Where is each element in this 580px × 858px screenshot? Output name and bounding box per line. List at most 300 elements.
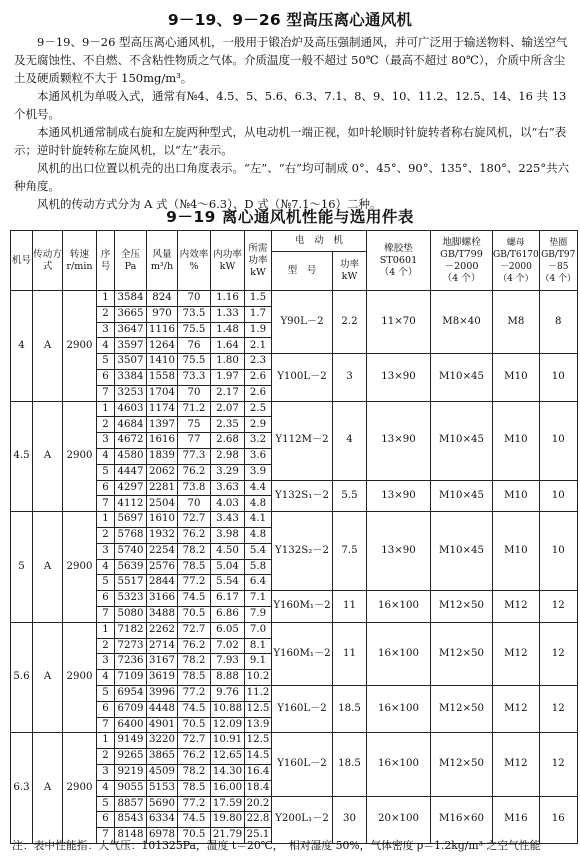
header-anchor-bolt-year: －2000: [444, 260, 479, 272]
header-pressure-unit: Pa: [124, 260, 137, 272]
washer-cell: 8: [539, 291, 577, 354]
flow-cell: 4509: [147, 764, 178, 780]
machine-no-cell: 5: [11, 512, 33, 623]
rubber-pad-cell: 16×100: [367, 622, 431, 685]
table-row: [11, 622, 578, 638]
pressure-cell: 3665: [115, 306, 147, 322]
nut-cell: M12: [493, 733, 540, 796]
header-nut-year: －2000: [499, 261, 532, 272]
pressure-cell: 8857: [115, 796, 147, 812]
required-power-cell: 1.5: [245, 291, 272, 307]
flow-cell: 3166: [147, 591, 178, 607]
pressure-cell: 3597: [115, 338, 147, 354]
speed-cell: 2900: [63, 622, 97, 733]
motor-power-cell: 5.5: [333, 480, 367, 512]
flow-cell: 824: [147, 291, 178, 307]
drive-cell: A: [33, 401, 63, 512]
table-row: [11, 291, 578, 307]
internal-power-cell: 8.88: [211, 670, 245, 686]
internal-power-cell: 4.50: [211, 543, 245, 559]
efficiency-cell: 72.7: [178, 512, 211, 528]
speed-cell: 2900: [63, 401, 97, 512]
drive-cell: A: [33, 622, 63, 733]
table-row: [11, 401, 578, 417]
efficiency-cell: 76.2: [178, 638, 211, 654]
header-flow-label: 风量: [152, 248, 172, 260]
required-power-cell: 4.4: [245, 480, 272, 496]
internal-power-cell: 19.80: [211, 812, 245, 828]
header-row: [11, 231, 578, 252]
header-washer-std: GB/T97: [541, 249, 576, 260]
rubber-pad-cell: 16×100: [367, 733, 431, 796]
flow-cell: 5690: [147, 796, 178, 812]
efficiency-cell: 73.3: [178, 369, 211, 385]
seq-cell: 3: [97, 322, 115, 338]
required-power-cell: 11.2: [245, 685, 272, 701]
motor-power-cell: 4: [333, 401, 367, 480]
washer-cell: 12: [539, 733, 577, 796]
flow-cell: 1397: [147, 417, 178, 433]
washer-cell: 12: [539, 591, 577, 623]
pressure-cell: 3253: [115, 385, 147, 401]
nut-cell: M10: [493, 512, 540, 591]
seq-cell: 1: [97, 291, 115, 307]
nut-cell: M10: [493, 480, 540, 512]
rubber-pad-cell: 13×90: [367, 354, 431, 401]
required-power-cell: 1.9: [245, 322, 272, 338]
required-power-cell: 14.5: [245, 749, 272, 765]
drive-cell: A: [33, 512, 63, 623]
header-washer-qty: （4 个）: [540, 273, 577, 284]
internal-power-cell: 2.17: [211, 385, 245, 401]
seq-cell: 2: [97, 527, 115, 543]
efficiency-cell: 78.2: [178, 764, 211, 780]
required-power-cell: 25.1: [245, 828, 272, 844]
efficiency-cell: 70: [178, 385, 211, 401]
pressure-cell: 3384: [115, 369, 147, 385]
motor-model-cell: Y160L－2: [272, 733, 333, 796]
pressure-cell: 6709: [115, 701, 147, 717]
nut-cell: M12: [493, 591, 540, 623]
efficiency-cell: 78.5: [178, 780, 211, 796]
flow-cell: 3619: [147, 670, 178, 686]
header-efficiency: [178, 231, 211, 291]
rubber-pad-cell: 13×90: [367, 401, 431, 480]
header-efficiency-label: 内效率: [179, 248, 209, 260]
internal-power-cell: 6.86: [211, 606, 245, 622]
washer-cell: 16: [539, 796, 577, 843]
nut-cell: M10: [493, 354, 540, 401]
internal-power-cell: 1.16: [211, 291, 245, 307]
pressure-cell: 4447: [115, 464, 147, 480]
seq-cell: 1: [97, 512, 115, 528]
seq-cell: 1: [97, 401, 115, 417]
seq-cell: 4: [97, 780, 115, 796]
pressure-cell: 3507: [115, 354, 147, 370]
pressure-cell: 3647: [115, 322, 147, 338]
seq-cell: 7: [97, 717, 115, 733]
internal-power-cell: 12.09: [211, 717, 245, 733]
pressure-cell: 5080: [115, 606, 147, 622]
seq-cell: 5: [97, 685, 115, 701]
motor-model-cell: Y90L－2: [272, 291, 333, 354]
efficiency-cell: 73.8: [178, 480, 211, 496]
seq-cell: 6: [97, 701, 115, 717]
header-flow-unit: m³/h: [150, 260, 174, 272]
table-row: [11, 733, 578, 749]
flow-cell: 1264: [147, 338, 178, 354]
rubber-pad-cell: 11×70: [367, 291, 431, 354]
anchor-bolt-cell: M16×60: [431, 796, 493, 843]
pressure-cell: 9149: [115, 733, 147, 749]
page-title: 9－19、9－26 型高压离心通风机: [167, 11, 413, 29]
pressure-cell: 5740: [115, 543, 147, 559]
required-power-cell: 2.6: [245, 369, 272, 385]
flow-cell: 4448: [147, 701, 178, 717]
anchor-bolt-cell: M8×40: [431, 291, 493, 354]
flow-cell: 1116: [147, 322, 178, 338]
seq-cell: 4: [97, 338, 115, 354]
flow-cell: 3488: [147, 606, 178, 622]
header-rubber-pad-std: ST0601: [379, 254, 418, 266]
flow-cell: 1410: [147, 354, 178, 370]
pressure-cell: 7109: [115, 670, 147, 686]
header-anchor-bolt-label: 地脚螺栓: [442, 236, 481, 248]
efficiency-cell: 70.5: [178, 606, 211, 622]
efficiency-cell: 70: [178, 291, 211, 307]
seq-cell: 4: [97, 448, 115, 464]
internal-power-cell: 5.04: [211, 559, 245, 575]
internal-power-cell: 1.64: [211, 338, 245, 354]
header-anchor-bolt-std: GB/T799: [440, 248, 483, 260]
required-power-cell: 10.2: [245, 670, 272, 686]
header-speed-unit: r/min: [66, 260, 93, 272]
header-washer-year: －85: [548, 261, 569, 272]
nut-cell: M12: [493, 685, 540, 732]
efficiency-cell: 77.2: [178, 685, 211, 701]
motor-power-cell: 7.5: [333, 512, 367, 591]
internal-power-cell: 6.17: [211, 591, 245, 607]
header-flow: [147, 231, 178, 291]
anchor-bolt-cell: M10×45: [431, 401, 493, 480]
seq-cell: 3: [97, 764, 115, 780]
header-rubber-pad-label: 橡胶垫: [384, 242, 413, 254]
flow-cell: 1174: [147, 401, 178, 417]
flow-cell: 1704: [147, 385, 178, 401]
motor-power-cell: 18.5: [333, 733, 367, 796]
required-power-cell: 5.4: [245, 543, 272, 559]
required-power-cell: 4.8: [245, 496, 272, 512]
internal-power-cell: 1.33: [211, 306, 245, 322]
anchor-bolt-cell: M12×50: [431, 591, 493, 623]
efficiency-cell: 78.2: [178, 654, 211, 670]
required-power-cell: 7.1: [245, 591, 272, 607]
header-washer-label: 垫圈: [549, 237, 568, 248]
washer-cell: 12: [539, 622, 577, 685]
motor-power-cell: 2.2: [333, 291, 367, 354]
nut-cell: M8: [493, 291, 540, 354]
machine-no-cell: 4.5: [11, 401, 33, 512]
header-rubber-pad-qty: （4 个）: [379, 266, 418, 278]
seq-cell: 6: [97, 369, 115, 385]
flow-cell: 970: [147, 306, 178, 322]
nut-cell: M16: [493, 796, 540, 843]
header-internal-power-unit: kW: [219, 260, 236, 272]
efficiency-cell: 78.5: [178, 670, 211, 686]
speed-cell: 2900: [63, 291, 97, 402]
intro-paragraph: 本通风机为单吸入式，通常有№4、4.5、5、5.6、6.3、7.1、8、9、10、11.2、12.5、14、16 共 13 个机号。: [14, 89, 567, 121]
efficiency-cell: 70.5: [178, 828, 211, 844]
header-required-power-unit: kW: [250, 266, 266, 278]
rubber-pad-cell: 13×90: [367, 512, 431, 591]
seq-cell: 7: [97, 606, 115, 622]
washer-cell: 12: [539, 685, 577, 732]
seq-cell: 7: [97, 385, 115, 401]
seq-cell: 4: [97, 670, 115, 686]
pressure-cell: 7236: [115, 654, 147, 670]
internal-power-cell: 3.98: [211, 527, 245, 543]
pressure-cell: 3584: [115, 291, 147, 307]
efficiency-cell: 77.3: [178, 448, 211, 464]
header-motor-power-unit: kW: [341, 271, 358, 282]
flow-cell: 2714: [147, 638, 178, 654]
motor-power-cell: 11: [333, 591, 367, 623]
motor-power-cell: 11: [333, 622, 367, 685]
efficiency-cell: 76: [178, 338, 211, 354]
efficiency-cell: 73.5: [178, 306, 211, 322]
required-power-cell: 2.5: [245, 401, 272, 417]
intro-text: [14, 33, 570, 213]
flow-cell: 5153: [147, 780, 178, 796]
required-power-cell: 3.2: [245, 433, 272, 449]
seq-cell: 6: [97, 591, 115, 607]
header-speed-label: 转速: [69, 248, 90, 260]
seq-cell: 5: [97, 575, 115, 591]
pressure-cell: 4672: [115, 433, 147, 449]
motor-power-cell: 3: [333, 354, 367, 401]
drive-cell: A: [33, 733, 63, 844]
pressure-cell: 6400: [115, 717, 147, 733]
seq-cell: 5: [97, 354, 115, 370]
required-power-cell: 18.4: [245, 780, 272, 796]
internal-power-cell: 9.76: [211, 685, 245, 701]
rubber-pad-cell: 13×90: [367, 480, 431, 512]
seq-cell: 2: [97, 749, 115, 765]
internal-power-cell: 21.79: [211, 828, 245, 844]
required-power-cell: 5.8: [245, 559, 272, 575]
pressure-cell: 9055: [115, 780, 147, 796]
speed-cell: 2900: [63, 733, 97, 844]
flow-cell: 1839: [147, 448, 178, 464]
flow-cell: 2262: [147, 622, 178, 638]
efficiency-cell: 77: [178, 433, 211, 449]
header-efficiency-unit: %: [189, 260, 199, 272]
internal-power-cell: 2.07: [211, 401, 245, 417]
seq-cell: 3: [97, 654, 115, 670]
efficiency-cell: 74.5: [178, 812, 211, 828]
header-pressure: [115, 231, 147, 291]
internal-power-cell: 7.02: [211, 638, 245, 654]
pressure-cell: 7182: [115, 622, 147, 638]
pressure-cell: 4580: [115, 448, 147, 464]
intro-paragraph: 本通风机通常制成右旋和左旋两种型式，从电动机一端正视，如叶轮顺时针旋转者称右旋风机，以“右”表示；逆时针旋转称左旋风机，以“左”表示。: [14, 125, 567, 157]
efficiency-cell: 72.7: [178, 622, 211, 638]
anchor-bolt-cell: M10×45: [431, 354, 493, 401]
internal-power-cell: 12.65: [211, 749, 245, 765]
required-power-cell: 4.1: [245, 512, 272, 528]
efficiency-cell: 70: [178, 496, 211, 512]
flow-cell: 1610: [147, 512, 178, 528]
seq-cell: 5: [97, 464, 115, 480]
pressure-cell: 8543: [115, 812, 147, 828]
required-power-cell: 7.0: [245, 622, 272, 638]
required-power-cell: 3.9: [245, 464, 272, 480]
required-power-cell: 12.5: [245, 701, 272, 717]
machine-no-cell: 6.3: [11, 733, 33, 844]
table-title: 9－19 离心通风机性能与选用件表: [166, 208, 414, 226]
flow-cell: 3996: [147, 685, 178, 701]
seq-cell: 6: [97, 812, 115, 828]
required-power-cell: 1.7: [245, 306, 272, 322]
header-nut-label: 螺母: [506, 237, 525, 248]
efficiency-cell: 77.2: [178, 796, 211, 812]
internal-power-cell: 3.29: [211, 464, 245, 480]
anchor-bolt-cell: M10×45: [431, 512, 493, 591]
efficiency-cell: 71.2: [178, 401, 211, 417]
efficiency-cell: 78.5: [178, 559, 211, 575]
motor-power-cell: 18.5: [333, 685, 367, 732]
flow-cell: 1932: [147, 527, 178, 543]
washer-cell: 10: [539, 480, 577, 512]
efficiency-cell: 75.5: [178, 354, 211, 370]
efficiency-cell: 78.2: [178, 543, 211, 559]
header-nut-qty: （4 个）: [498, 273, 534, 284]
header-motor-power: [333, 252, 367, 291]
efficiency-cell: 74.5: [178, 591, 211, 607]
pressure-cell: 9265: [115, 749, 147, 765]
required-power-cell: 12.5: [245, 733, 272, 749]
flow-cell: 3220: [147, 733, 178, 749]
internal-power-cell: 3.63: [211, 480, 245, 496]
required-power-cell: 22.8: [245, 812, 272, 828]
internal-power-cell: 10.88: [211, 701, 245, 717]
seq-cell: 7: [97, 496, 115, 512]
header-anchor-bolt-qty: （4 个）: [442, 272, 481, 284]
header-anchor-bolt: [431, 231, 493, 291]
internal-power-cell: 2.68: [211, 433, 245, 449]
internal-power-cell: 6.05: [211, 622, 245, 638]
seq-cell: 3: [97, 543, 115, 559]
header-required-power-label: 所需功率: [248, 242, 268, 266]
rubber-pad-cell: 16×100: [367, 685, 431, 732]
flow-cell: 2254: [147, 543, 178, 559]
pressure-cell: 5639: [115, 559, 147, 575]
pressure-cell: 5768: [115, 527, 147, 543]
header-nut-std: GB/T6170: [493, 249, 539, 260]
pressure-cell: 9219: [115, 764, 147, 780]
internal-power-cell: 17.59: [211, 796, 245, 812]
machine-no-cell: 4: [11, 291, 33, 402]
header-required-power: [245, 231, 272, 291]
internal-power-cell: 1.48: [211, 322, 245, 338]
header-pressure-label: 全压: [120, 248, 141, 260]
efficiency-cell: 76.2: [178, 749, 211, 765]
internal-power-cell: 2.98: [211, 448, 245, 464]
seq-cell: 1: [97, 622, 115, 638]
rubber-pad-cell: 16×100: [367, 591, 431, 623]
efficiency-cell: 75: [178, 417, 211, 433]
washer-cell: 10: [539, 512, 577, 591]
internal-power-cell: 14.30: [211, 764, 245, 780]
required-power-cell: 13.9: [245, 717, 272, 733]
rubber-pad-cell: 20×100: [367, 796, 431, 843]
flow-cell: 1558: [147, 369, 178, 385]
pressure-cell: 4297: [115, 480, 147, 496]
efficiency-cell: 77.2: [178, 575, 211, 591]
efficiency-cell: 72.7: [178, 733, 211, 749]
motor-model-cell: Y100L－2: [272, 354, 333, 401]
required-power-cell: 2.6: [245, 385, 272, 401]
intro-paragraph: 风机的传动方式分为 A 式（№4～6.3）、D 式（№7.1～16）二种。: [37, 197, 382, 211]
required-power-cell: 6.4: [245, 575, 272, 591]
internal-power-cell: 4.03: [211, 496, 245, 512]
efficiency-cell: 75.5: [178, 322, 211, 338]
intro-paragraph: 风机的出口位置以机壳的出口角度表示。“左”、“右”均可制成 0°、45°、90°、135°、180°、225°共六种角度。: [14, 161, 570, 193]
required-power-cell: 2.3: [245, 354, 272, 370]
efficiency-cell: 74.5: [178, 701, 211, 717]
header-motor: 电 动 机: [272, 231, 367, 252]
internal-power-cell: 1.97: [211, 369, 245, 385]
speed-cell: 2900: [63, 512, 97, 623]
nut-cell: M12: [493, 622, 540, 685]
table-note: 注：表中性能指：大气压：101325Pa，温度 t＝20℃， 相对湿度 50%，气体密度 ρ＝1.2kg/m³ 之空气性能: [12, 839, 541, 852]
required-power-cell: 4.8: [245, 527, 272, 543]
table-row: [11, 512, 578, 528]
seq-cell: 5: [97, 796, 115, 812]
header-drive: 传动方式: [33, 231, 63, 291]
flow-cell: 2576: [147, 559, 178, 575]
motor-model-cell: Y132S₁－2: [272, 480, 333, 512]
seq-cell: 3: [97, 433, 115, 449]
motor-model-cell: Y112M－2: [272, 401, 333, 480]
required-power-cell: 7.9: [245, 606, 272, 622]
internal-power-cell: 5.54: [211, 575, 245, 591]
seq-cell: 6: [97, 480, 115, 496]
motor-power-cell: 30: [333, 796, 367, 843]
motor-model-cell: Y160M₁－2: [272, 622, 333, 685]
required-power-cell: 16.4: [245, 764, 272, 780]
seq-cell: 7: [97, 828, 115, 844]
seq-cell: 2: [97, 638, 115, 654]
pressure-cell: 4112: [115, 496, 147, 512]
internal-power-cell: 7.93: [211, 654, 245, 670]
required-power-cell: 9.1: [245, 654, 272, 670]
motor-model-cell: Y160M₁－2: [272, 591, 333, 623]
pressure-cell: 5697: [115, 512, 147, 528]
header-internal-power: [211, 231, 245, 291]
anchor-bolt-cell: M12×50: [431, 622, 493, 685]
internal-power-cell: 16.00: [211, 780, 245, 796]
header-washer: [539, 231, 577, 291]
pressure-cell: 4684: [115, 417, 147, 433]
efficiency-cell: 76.2: [178, 527, 211, 543]
performance-table: [10, 230, 578, 844]
required-power-cell: 20.2: [245, 796, 272, 812]
flow-cell: 2281: [147, 480, 178, 496]
intro-paragraph: 9－19、9－26 型高压离心通风机，一般用于锻冶炉及高压强制通风，并可广泛用于输送物料、输送空气及无腐蚀性、不自燃、不含粘性物质之气体。介质温度一般不超过 50℃（最高不超过 80℃），介质中所含尘土及硬质颗粒不大于 150mg/m³。: [14, 35, 568, 85]
pressure-cell: 7273: [115, 638, 147, 654]
pressure-cell: 8148: [115, 828, 147, 844]
